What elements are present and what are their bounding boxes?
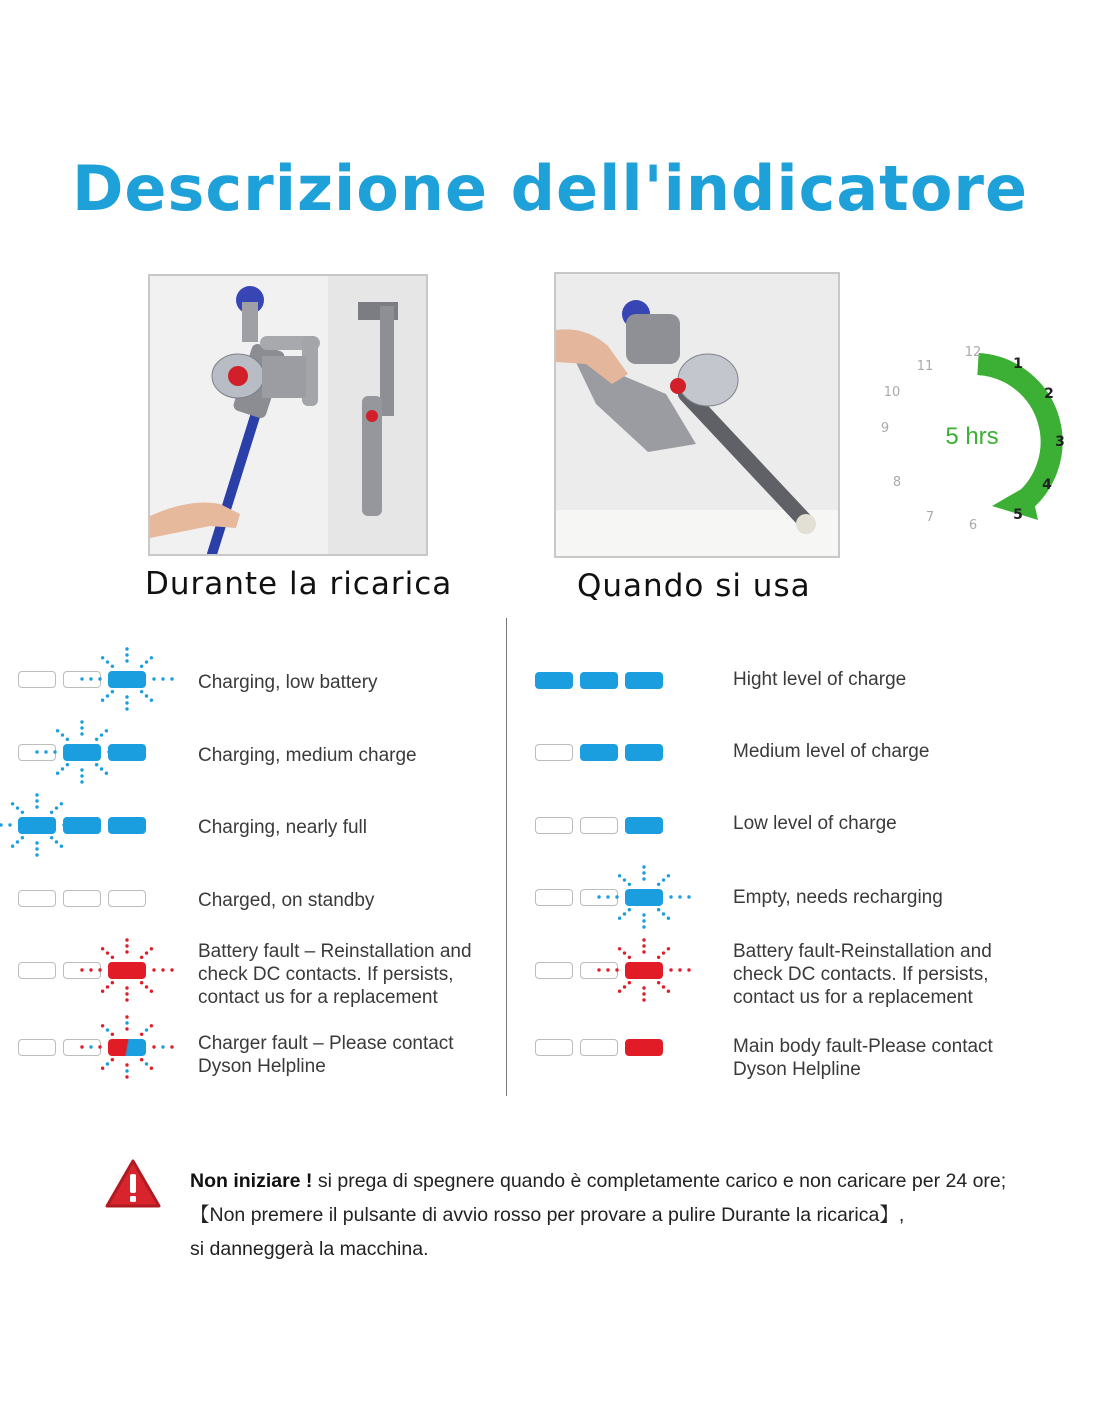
clock-number-5: 5: [1013, 507, 1023, 523]
usage-row-3-light-2-off: [580, 817, 618, 834]
charging-row-5-label-line-3: contact us for a replacement: [198, 987, 438, 1008]
clock-number-10: 10: [883, 385, 901, 400]
charging-row-3-light-3-blue: [108, 817, 146, 834]
charging-row-1-light-3-blue-blink: [108, 671, 146, 688]
clock-number-12: 12: [964, 345, 982, 360]
warning-line2: 【Non premere il pulsante di avvio rosso per provare a pulire Durante la ricarica】,: [190, 1204, 905, 1226]
charging-row-5-light-2-off: [63, 962, 101, 979]
usage-row-6-label: [733, 1035, 993, 1081]
charging-row-4-light-1-off: [18, 890, 56, 907]
column-divider: [506, 618, 507, 1096]
warning-line1: si prega di spegnere quando è completamente carico e non caricare per 24 ore;: [312, 1170, 1007, 1192]
clock-number-4: 4: [1042, 477, 1052, 493]
charging-row-3-light-1-blue-blink: [18, 817, 56, 834]
charging-row-5-label-line-2: check DC contacts. If persists,: [198, 964, 454, 985]
charging-row-5-light-1-off: [18, 962, 56, 979]
usage-row-5-label-line-2: check DC contacts. If persists,: [733, 964, 989, 985]
usage-row-5-light-3-red-blink: [625, 962, 663, 979]
warning-bold: Non iniziare !: [190, 1170, 313, 1192]
charging-row-6-light-3-red-blue-blink: [108, 1039, 146, 1056]
charging-row-2-light-3-blue: [108, 744, 146, 761]
usage-row-6-light-3-red: [625, 1039, 663, 1056]
in-use-caption: Quando si usa: [577, 568, 811, 604]
usage-row-6-label-line-2: Dyson Helpline: [733, 1059, 861, 1080]
charging-row-1-label: Charging, low battery: [198, 672, 378, 693]
duration-label: 5 hrs: [945, 423, 999, 450]
usage-row-3-light-1-off: [535, 817, 573, 834]
charging-row-1-light-2-off: [63, 671, 101, 688]
clock-number-11: 11: [916, 359, 934, 374]
usage-row-4-light-2-off: [580, 889, 618, 906]
usage-row-4-light-3-blue-blink: [625, 889, 663, 906]
clock-number-6: 6: [968, 518, 978, 533]
page-title: Descrizione dell'indicatore: [71, 152, 1029, 225]
charging-row-6-label: [198, 1032, 454, 1078]
usage-row-2-label: Medium level of charge: [733, 741, 930, 762]
usage-row-3-label: Low level of charge: [733, 813, 897, 834]
charging-time-clock: [868, 336, 1078, 546]
charging-row-2-light-2-blue-blink: [63, 744, 101, 761]
charging-row-4-light-2-off: [63, 890, 101, 907]
warning-text: [190, 1164, 1100, 1266]
usage-row-3-light-3-blue: [625, 817, 663, 834]
charging-row-5-label: [198, 940, 472, 1009]
charging-row-5-light-3-red-blink: [108, 962, 146, 979]
usage-row-2-light-3-blue: [625, 744, 663, 761]
charging-row-6-label-line-2: Dyson Helpline: [198, 1056, 326, 1077]
usage-row-6-light-1-off: [535, 1039, 573, 1056]
usage-row-1-light-3-blue: [625, 672, 663, 689]
usage-row-5-light-2-off: [580, 962, 618, 979]
usage-row-1-light-1-blue: [535, 672, 573, 689]
usage-row-2-light-1-off: [535, 744, 573, 761]
charging-row-4-label: Charged, on standby: [198, 890, 375, 911]
clock-number-2: 2: [1044, 386, 1054, 402]
charging-row-5-label-line-1: Battery fault – Reinstallation and: [198, 941, 472, 962]
usage-row-6-light-2-off: [580, 1039, 618, 1056]
clock-number-8: 8: [892, 475, 902, 490]
usage-row-5-label-line-1: Battery fault-Reinstallation and: [733, 941, 992, 962]
usage-row-4-light-1-off: [535, 889, 573, 906]
usage-row-5-label-line-3: contact us for a replacement: [733, 987, 973, 1008]
usage-row-1-light-2-blue: [580, 672, 618, 689]
charging-caption: Durante la ricarica: [145, 566, 453, 602]
charging-photo: [148, 274, 428, 556]
usage-row-5-light-1-off: [535, 962, 573, 979]
charging-row-3-light-2-blue: [63, 817, 101, 834]
clock-number-7: 7: [925, 510, 935, 525]
usage-row-2-light-2-blue: [580, 744, 618, 761]
usage-row-5-label: [733, 940, 992, 1009]
in-use-photo: [554, 272, 840, 558]
charging-row-1-light-1-off: [18, 671, 56, 688]
charging-row-4-light-3-off: [108, 890, 146, 907]
charging-row-2-label: Charging, medium charge: [198, 745, 417, 766]
warning-line3: si danneggerà la macchina.: [190, 1238, 429, 1260]
charging-row-2-light-1-off: [18, 744, 56, 761]
warning-triangle-icon: [104, 1158, 162, 1210]
clock-number-1: 1: [1013, 356, 1023, 372]
usage-row-1-label: Hight level of charge: [733, 669, 907, 690]
clock-number-3: 3: [1055, 434, 1065, 450]
charging-row-6-light-1-off: [18, 1039, 56, 1056]
usage-row-6-label-line-1: Main body fault-Please contact: [733, 1036, 993, 1057]
charging-row-3-label: Charging, nearly full: [198, 817, 367, 838]
usage-row-4-label: Empty, needs recharging: [733, 887, 943, 908]
clock-number-9: 9: [880, 421, 890, 436]
charging-row-6-label-line-1: Charger fault – Please contact: [198, 1033, 454, 1054]
charging-row-6-light-2-off: [63, 1039, 101, 1056]
